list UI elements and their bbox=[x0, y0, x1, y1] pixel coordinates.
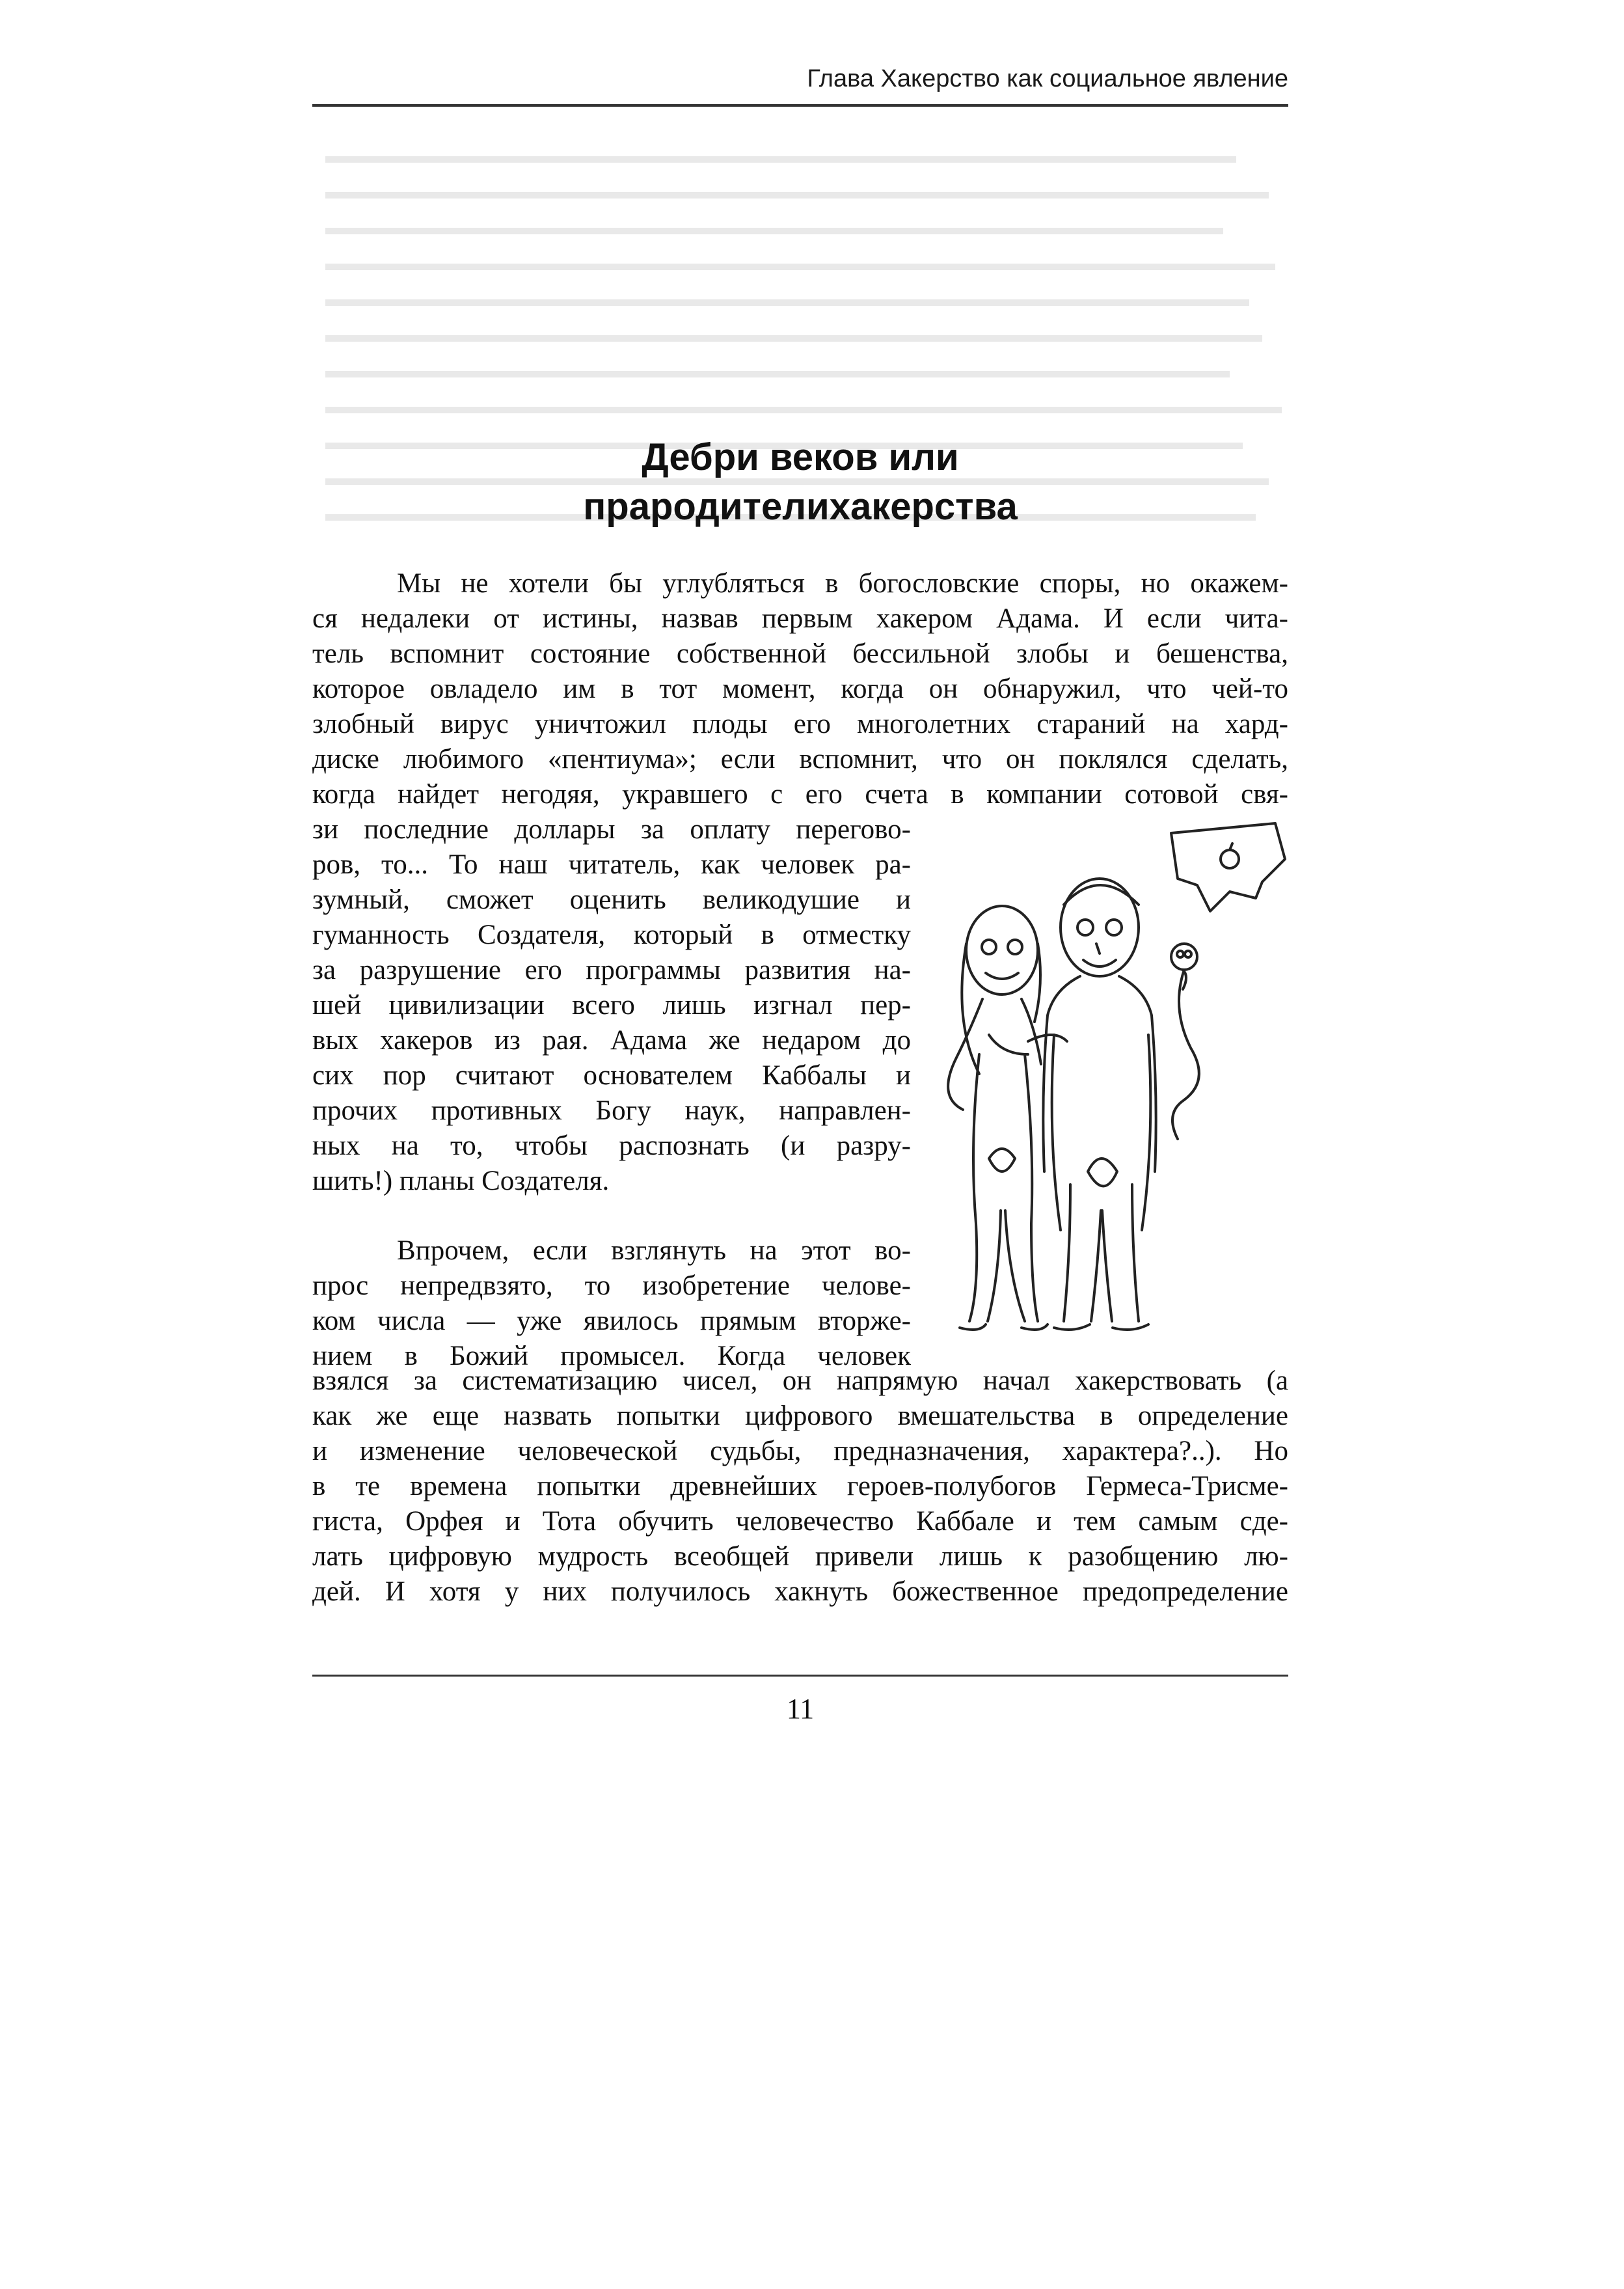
text-line: ров, то... То наш читатель, как человек ра- bbox=[312, 849, 911, 880]
section-title bbox=[312, 433, 1288, 532]
paragraph-1 bbox=[312, 566, 1288, 812]
paragraph-3 bbox=[312, 1233, 911, 1374]
text-line: вых хакеров из рая. Адама же недаром до bbox=[312, 1025, 911, 1056]
text-line: злобный вирус уничтожил плоды его многолетних стараний на хард- bbox=[312, 709, 1288, 739]
text-line: зи последние доллары за оплату перегово- bbox=[312, 814, 911, 845]
text-line: в те времена попытки древнейших героев-полубогов Гермеса-Трисме- bbox=[312, 1471, 1288, 1501]
text-line: прос непредвзято, то изобретение челове- bbox=[312, 1270, 911, 1301]
text-line: лать цифровую мудрость всеобщей привели лишь к разобщению лю- bbox=[312, 1541, 1288, 1572]
footer-rule bbox=[312, 1675, 1288, 1677]
text-line: ных на то, чтобы распознать (и разру- bbox=[312, 1131, 911, 1161]
text-line: шей цивилизации всего лишь изгнал пер- bbox=[312, 990, 911, 1021]
text-line: гиста, Орфея и Тота обучить человечество Каббале и тем самым сде- bbox=[312, 1506, 1288, 1537]
text-line: прочих противных Богу наук, направлен- bbox=[312, 1095, 911, 1126]
paragraph-2 bbox=[312, 812, 911, 1199]
text-line: зумный, сможет оценить великодушие и bbox=[312, 884, 911, 915]
section-title-line-1: Дебри веков или bbox=[642, 436, 959, 478]
text-line: за разрушение его программы развития на- bbox=[312, 955, 911, 985]
text-line: гуманность Создателя, который в отместку bbox=[312, 920, 911, 950]
header-rule bbox=[312, 104, 1288, 107]
running-header: Глава Хакерство как социальное явление bbox=[807, 65, 1288, 92]
adam-eve-illustration bbox=[924, 820, 1288, 1341]
text-line: нием в Божий промысел. Когда человек bbox=[312, 1341, 911, 1371]
text-line: ком числа — уже явилось прямым вторже- bbox=[312, 1306, 911, 1336]
text-line: которое овладело им в тот момент, когда он обнаружил, что чей-то bbox=[312, 674, 1288, 704]
page-number: 11 bbox=[786, 1693, 815, 1725]
text-line: ся недалеки от истины, назвав первым хакером Адама. И если чита- bbox=[312, 603, 1288, 634]
text-line: шить!) планы Создателя. bbox=[312, 1166, 610, 1196]
text-line: когда найдет негодяя, укравшего с его счета в компании сотовой свя- bbox=[312, 779, 1288, 810]
text-line: тель вспомнит состояние собственной бессильной злобы и бешенства, bbox=[312, 638, 1288, 669]
text-line: взялся за систематизацию чисел, он напрямую начал хакерствовать (а bbox=[312, 1365, 1288, 1396]
text-line: дей. И хотя у них получилось хакнуть божественное предопределение bbox=[312, 1576, 1288, 1607]
text-line: Впрочем, если взглянуть на этот во- bbox=[397, 1235, 911, 1266]
text-line: диске любимого «пентиума»; если вспомнит, что он поклялся сделать, bbox=[312, 744, 1288, 774]
text-line: и изменение человеческой судьбы, предназначения, характера?..). Но bbox=[312, 1436, 1288, 1466]
text-line: сих пор считают основателем Каббалы и bbox=[312, 1060, 911, 1091]
paragraph-4 bbox=[312, 1364, 1288, 1610]
section-title-line-2: прародителихакерства bbox=[583, 486, 1018, 528]
text-line: Мы не хотели бы углубляться в богословские споры, но окажем- bbox=[397, 568, 1288, 599]
text-line: как же еще назвать попытки цифрового вмешательства в определение bbox=[312, 1401, 1288, 1431]
